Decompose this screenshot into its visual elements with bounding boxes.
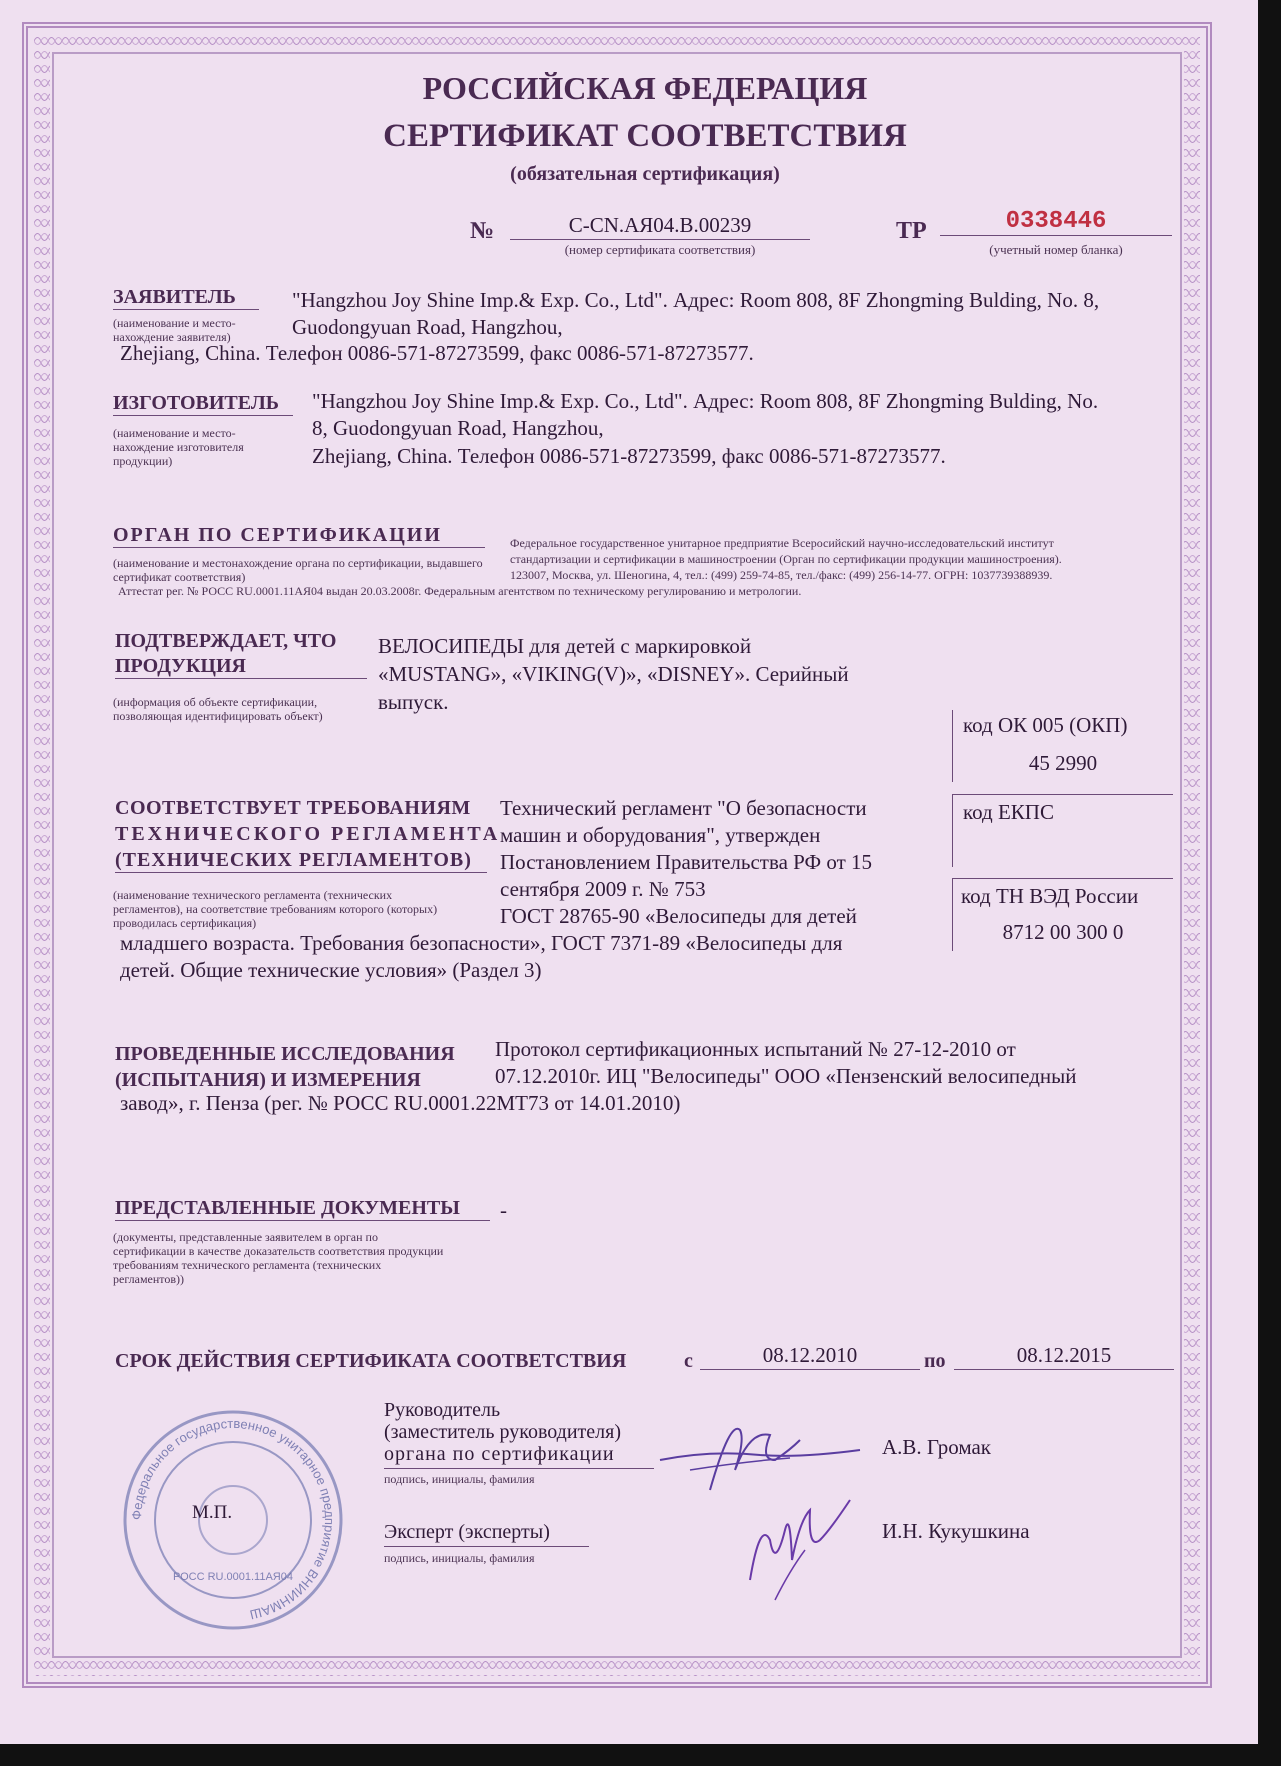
number-prefix: №	[470, 218, 495, 244]
product-caption: (информация об объекте сертификации, позволяющая идентифицировать объект)	[113, 695, 323, 723]
product-line1: ВЕЛОСИПЕДЫ для детей с маркировкой	[378, 634, 752, 658]
okp-code-box	[952, 710, 1173, 782]
certificate-subtitle: (обязательная сертификация)	[510, 163, 780, 185]
product-line2: «MUSTANG», «VIKING(V)», «DISNEY». Серийный	[378, 662, 849, 686]
applicant-line1: "Hangzhou Joy Shine Imp.& Exp. Co., Ltd". Адрес: Room 808, 8F Zhongming Bulding, No. 8,	[292, 288, 1100, 312]
requirements-caption: (наименование технического регламента (технических регламентов), на соответствие требованиям которого (которых) проводилась сертификация)	[113, 888, 438, 930]
documents-value: -	[500, 1198, 507, 1222]
manufacturer-line3: Zhejiang, China. Телефон 0086-571-87273599, факс 0086-571-87273577.	[312, 444, 946, 468]
okp-code-label: код ОК 005 (ОКП)	[963, 713, 1128, 737]
validity-to-date: 08.12.2015	[954, 1342, 1174, 1370]
stamp-label: М.П.	[192, 1502, 233, 1523]
requirements-label-3: (ТЕХНИЧЕСКИХ РЕГЛАМЕНТОВ)	[115, 849, 487, 873]
requirements-line1: Технический регламент "О безопасности	[500, 796, 867, 820]
tnved-code-label: код ТН ВЭД России	[961, 884, 1139, 908]
ekps-code-box	[952, 794, 1173, 867]
tr-prefix: ТР	[896, 218, 927, 244]
tests-label-2: (ИСПЫТАНИЯ) И ИЗМЕРЕНИЯ	[115, 1069, 421, 1091]
stamp-center-text: РОСС RU.0001.11АЯ04	[172, 1571, 294, 1583]
blank-number: 0338446	[940, 208, 1172, 236]
validity-to-prefix: по	[924, 1350, 946, 1372]
requirements-line4: сентября 2009 г. № 753	[500, 877, 706, 901]
tests-line1: Протокол сертификационных испытаний № 27-12-2010 от	[495, 1037, 1016, 1061]
cert-body-caption: (наименование и местонахождение органа по сертификации, выдавшего сертификат соответствия)	[113, 556, 483, 584]
certificate-number: С-CN.АЯ04.В.00239	[510, 212, 810, 240]
requirements-label-1: СООТВЕТСТВУЕТ ТРЕБОВАНИЯМ	[115, 797, 471, 819]
expert-signature-caption: подпись, инициалы, фамилия	[384, 1551, 535, 1565]
head-title-line1: Руководитель	[384, 1399, 501, 1421]
tests-line2: 07.12.2010г. ИЦ "Велосипеды" ООО «Пензенский велосипедный	[495, 1064, 1077, 1088]
validity-from-date: 08.12.2010	[700, 1342, 920, 1370]
cert-body-label: ОРГАН ПО СЕРТИФИКАЦИИ	[113, 524, 485, 548]
tests-label-1: ПРОВЕДЕННЫЕ ИССЛЕДОВАНИЯ	[115, 1043, 455, 1065]
country-title: РОССИЙСКАЯ ФЕДЕРАЦИЯ	[422, 70, 868, 106]
validity-label: СРОК ДЕЙСТВИЯ СЕРТИФИКАТА СООТВЕТСТВИЯ	[115, 1350, 627, 1372]
requirements-label-2: ТЕХНИЧЕСКОГО РЕГЛАМЕНТА	[115, 823, 501, 845]
applicant-line3: Zhejiang, China. Телефон 0086-571-87273599, факс 0086-571-87273577.	[120, 341, 754, 365]
official-stamp	[118, 1405, 348, 1635]
stamp-outer-text: Федеральное государственное унитарное предприятие ВНИИНМАШ	[128, 1415, 338, 1623]
cert-body-line1: Федеральное государственное унитарное предприятие Всеросийский научно-исследовательский институт	[510, 536, 1054, 550]
certificate-number-caption: (номер сертификата соответствия)	[564, 242, 756, 257]
blank-number-caption: (учетный номер бланка)	[989, 242, 1123, 257]
head-title-line2: (заместитель руководителя)	[384, 1421, 622, 1443]
product-label-1: ПОДТВЕРЖДАЕТ, ЧТО	[115, 630, 337, 652]
tnved-code-value: 8712 00 300 0	[1002, 920, 1124, 944]
validity-from-prefix: с	[684, 1350, 693, 1372]
tnved-code-box	[952, 878, 1173, 951]
certificate-title: СЕРТИФИКАТ СООТВЕТСТВИЯ	[383, 118, 907, 154]
applicant-caption: (наименование и место-нахождение заявителя)	[113, 316, 236, 344]
applicant-line2: Guodongyuan Road, Hangzhou,	[292, 315, 563, 339]
tests-line3: завод», г. Пенза (рег. № РОСС RU.0001.22МТ73 от 14.01.2010)	[120, 1091, 681, 1115]
head-title-line3: органа по сертификации	[384, 1441, 654, 1469]
manufacturer-label: ИЗГОТОВИТЕЛЬ	[113, 392, 293, 416]
requirements-line6: младшего возраста. Требования безопасности», ГОСТ 7371-89 «Велосипеды для	[120, 931, 843, 955]
documents-caption: (документы, представленные заявителем в орган по сертификации в качестве доказательств соответствия продукции требованиям технического регламента (технических регламентов))	[113, 1230, 444, 1286]
product-label-2: ПРОДУКЦИЯ	[115, 655, 367, 679]
expert-name: И.Н. Кукушкина	[882, 1519, 1030, 1543]
head-signature-caption: подпись, инициалы, фамилия	[384, 1472, 535, 1486]
expert-label: Эксперт (эксперты)	[384, 1519, 589, 1547]
ekps-code-label: код ЕКПС	[963, 800, 1054, 824]
cert-body-line3: 123007, Москва, ул. Шеногина, 4, тел.: (499) 259-74-85, тел./факс: (499) 256-14-77. ОГРН: 1037739388939.	[510, 568, 1053, 582]
requirements-line3: Постановлением Правительства РФ от 15	[500, 850, 872, 874]
manufacturer-line1: "Hangzhou Joy Shine Imp.& Exp. Co., Ltd". Адрес: Room 808, 8F Zhongming Bulding, No.	[312, 389, 1099, 413]
expert-signature	[730, 1480, 880, 1630]
product-line3: выпуск.	[378, 690, 449, 714]
applicant-label: ЗАЯВИТЕЛЬ	[113, 286, 259, 310]
requirements-line2: машин и оборудования", утвержден	[500, 823, 821, 847]
manufacturer-line2: 8, Guodongyuan Road, Hangzhou,	[312, 416, 604, 440]
head-name: А.В. Громак	[882, 1435, 992, 1459]
manufacturer-caption: (наименование и место-нахождение изготовителя продукции)	[113, 426, 244, 468]
cert-body-line2: стандартизации и сертификации в машиностроении (Орган по сертификации продукции машиностроения).	[510, 552, 1062, 566]
svg-text:Федеральное государственное ун	[129, 1416, 337, 1622]
requirements-line5: ГОСТ 28765-90 «Велосипеды для детей	[500, 904, 857, 928]
cert-body-line4: Аттестат рег. № РОСС RU.0001.11АЯ04 выдан 20.03.2008г. Федеральным агентством по техническому регулированию и метрологии.	[118, 584, 802, 598]
documents-label: ПРЕДСТАВЛЕННЫЕ ДОКУМЕНТЫ	[115, 1197, 490, 1221]
requirements-line7: детей. Общие технические условия» (Раздел 3)	[120, 958, 542, 982]
okp-code-value: 45 2990	[1028, 751, 1098, 775]
